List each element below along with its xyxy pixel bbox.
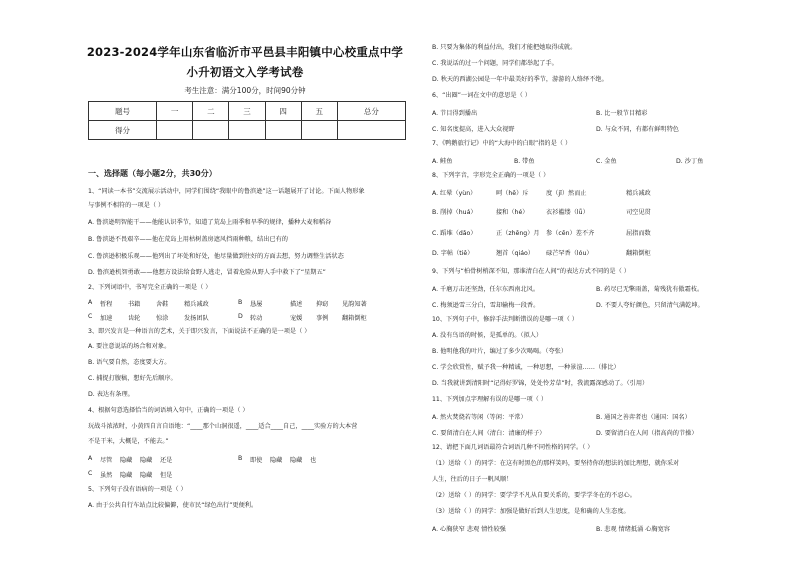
option-line: A. 要注意说话的场合和对象。 <box>88 343 171 350</box>
option-line: C. 学会欣赏性，赋予我一种精诚，一种思想，一种景渲……（排比） <box>432 364 620 371</box>
option-word: 齿轮 <box>128 315 141 322</box>
score-input-cell[interactable] <box>337 121 405 140</box>
option-line: C. 捕捉打腹稿，想好先后顺序。 <box>88 375 177 382</box>
option: A. 心胸狭窄 悲观 情性较强 <box>432 526 506 533</box>
option-letter: C <box>88 313 93 320</box>
question-line: 4、根据句意选择恰当的词语填入句中，正确的一项是（ ） <box>88 407 249 414</box>
option-letter: C <box>88 470 93 477</box>
option-word: 翘首（qiáo） <box>496 250 534 257</box>
option-word: 参（cēn）差不齐 <box>546 230 595 237</box>
option: D. 不要人夸好颜色，只留清气满乾坤。 <box>596 302 704 309</box>
option: C. 梅须逊雪三分白，雪却输梅一段香。 <box>432 302 540 309</box>
question-line: 2、下列词语中，书写完全正确的一项是（ ） <box>88 284 212 291</box>
question-line: 与事例不相符的一项是（ ） <box>88 202 165 209</box>
option-word: 但是 <box>160 472 173 479</box>
option-line: A. 没有鸟语的时候，是孤单的。（拟人） <box>432 332 543 339</box>
option: C. 要留清白在人间（清白：清廉的样子） <box>432 430 546 437</box>
option-letter: B <box>238 299 243 306</box>
score-cell: 二 <box>193 102 229 121</box>
question-line: 8、下列字音，字形完全正确的一项是（ ） <box>432 172 550 179</box>
option-word: 隐藏 <box>140 457 153 464</box>
option-word: 见韵知著 <box>342 301 367 308</box>
option: D. 要留清白在人间（指高尚的节操） <box>596 430 698 437</box>
option-word: 正（zhēng）月 <box>496 230 540 237</box>
option-line: D. 秋天的西湖公园是一年中最美好的季节，游游的人络绎不绝。 <box>432 76 608 83</box>
option: A. 千磨万击还坚劲，任尔东西南北风。 <box>432 286 540 293</box>
score-cell: 四 <box>265 102 301 121</box>
exam-title-line2: 小升初语文入学考试卷 <box>186 65 304 79</box>
question-line: 玩战斗浓浓时，小黄四自言自语地：“____那个山洞很遥，____适合____自己，____实验方的大本营 <box>88 423 358 430</box>
option: D. 与众不同，有都有鲜明特色 <box>596 126 679 133</box>
section-title: 一、选择题（每小题2分，共30分） <box>88 169 217 178</box>
question-line: 1、“同读一本书”交流展示活动中，同学们围绕“我眼中的鲁滨逊”这一话题展开了讨论。下面人物形象 <box>88 188 365 195</box>
option-word: C. 蹈堆（dǎo） <box>432 230 477 237</box>
question-line: 不是干米，大概是，不能去。” <box>88 438 169 445</box>
score-cell: 一 <box>157 102 193 121</box>
option-word: 转动 <box>250 315 263 322</box>
option-line: C. 我说话的过一个问题，同学们都举起了手。 <box>432 60 558 67</box>
score-table <box>88 101 406 140</box>
question-line: 12、请把下面几词语最符合词语几种不同性格的同学。（ ） <box>432 444 594 451</box>
option: A. 节目得到播出 <box>432 110 478 117</box>
option-word: 精兵减政 <box>184 301 209 308</box>
option-word: 恳屡 <box>250 301 263 308</box>
question-line: 9、下列与“柏骨树梢深不知，那谁清白在人间”的表达方式不同的是（ ） <box>432 268 630 275</box>
option-letter: A <box>88 455 93 462</box>
option-word: 隐藏 <box>270 457 283 464</box>
option-line: （1）送给（ ）的同学：在这有时黑色的那样笑吗，要坚持你的想法的加比理想，就你采对 <box>432 460 680 467</box>
option-word: 宠媛 <box>290 315 303 322</box>
option-line: D. 当我就讲到清阳时“记得好罗锦，处处怜芳草”时，我流露深感动了。（引用） <box>432 380 649 387</box>
option: B. 通国之善弈者也（通国：国名） <box>596 414 691 421</box>
option: B. 比一般节目精彩 <box>596 110 648 117</box>
option-word: 精兵减政 <box>626 190 651 197</box>
option-word: 度（jǐ）然而止 <box>546 190 587 197</box>
score-input-cell[interactable] <box>157 121 193 140</box>
option-word: B. 削掉（huá） <box>432 209 477 216</box>
option-word: 隐藏 <box>290 457 303 464</box>
score-input-cell[interactable] <box>229 121 265 140</box>
score-cell: 得分 <box>89 121 157 140</box>
score-cell: 三 <box>229 102 265 121</box>
option-letter: D <box>238 313 243 320</box>
option-line: B. 鲁滨逊不畏艰辛——他在荒岛上用枯树盖房遮风挡雨种粮，结出已有的 <box>88 236 288 243</box>
option-word: 书籍 <box>128 301 141 308</box>
score-table-header-row <box>89 102 406 121</box>
option-word: D. 字帖（tiě） <box>432 250 474 257</box>
option-word: 屈指而数 <box>626 230 651 237</box>
option-word: 隐藏 <box>120 472 133 479</box>
option-line: B. 只要为集体的利益付出，我们才能把她取得成就。 <box>432 44 577 51</box>
option-word: 抑窈 <box>316 301 329 308</box>
score-input-cell[interactable] <box>301 121 337 140</box>
option: B. 药尽已无擎雨盖，菊残犹有傲霜枝。 <box>596 286 704 293</box>
option-letter: B <box>238 455 243 462</box>
option-word: 隐藏 <box>140 472 153 479</box>
option: C. 金鱼 <box>596 158 617 165</box>
option-line: C. 鲁滨逊积极乐观——他列出了坏处和好处，他尽量做到往好的方面去想，努力调整生活状态 <box>88 253 344 260</box>
option-word: 虽然 <box>100 472 113 479</box>
score-table-score-row <box>89 121 406 140</box>
option-word: 也 <box>310 457 317 464</box>
option-word: 舍鞋 <box>156 301 169 308</box>
option: C. 知名度提高，进入大众视野 <box>432 126 515 133</box>
option-letter: A <box>88 299 93 306</box>
option: A. 鲑鱼 <box>432 158 453 165</box>
option-word: 尽管 <box>100 457 113 464</box>
score-cell: 题号 <box>89 102 157 121</box>
option-word: 暂程 <box>100 301 113 308</box>
option-word: 还是 <box>160 457 173 464</box>
option-word: 衣衫褴缕（lǚ） <box>546 209 589 216</box>
option-word: 描述 <box>290 301 303 308</box>
option-word: 接和（hé） <box>496 209 529 216</box>
score-cell: 总分 <box>337 102 405 121</box>
option-word: 隐藏 <box>120 457 133 464</box>
option-line: 人生，往后的日子一帆风顺！ <box>432 476 513 483</box>
score-input-cell[interactable] <box>193 121 229 140</box>
score-input-cell[interactable] <box>265 121 301 140</box>
option: A. 然火焚烧若等闲（等闲：平常） <box>432 414 527 421</box>
option-word: 加速 <box>100 315 113 322</box>
question-line: 5、下列句子没有语病的一项是（ ） <box>88 486 187 493</box>
score-cell: 五 <box>301 102 337 121</box>
option-word: 发扬团队 <box>184 315 209 322</box>
option: D. 沙丁鱼 <box>676 158 704 165</box>
option-word: 即使 <box>250 457 263 464</box>
option: B. 带鱼 <box>514 158 535 165</box>
question-line: 3、即兴发言是一种语言的艺术，关于即兴发言，下面说法不正确的是一项是（ ） <box>88 328 311 335</box>
option-line: D. 表达有条理。 <box>88 391 134 398</box>
option: B. 悲观 情绪抵涌 心胸宽容 <box>596 526 670 533</box>
option-word: 碌芒罕香（lóu） <box>546 250 593 257</box>
option-word: 呵（hē）斥 <box>496 190 529 197</box>
option-word: 翻箱倒柜 <box>342 315 367 322</box>
option-word: A. 红晕（yùn） <box>432 190 477 197</box>
option-word: 惊涂 <box>156 315 169 322</box>
option-line: A. 由于公共自行车站点比较偏僻，使市民“绿色出行”更便利。 <box>88 502 258 509</box>
question-line: 11、下列加点字理解有误的是哪一项（ ） <box>432 396 548 403</box>
option-word: 司空见贯 <box>626 209 651 216</box>
option-line: D. 鲁滨逊机智勇敢——他想方设法给食野人逃走，冒着危险从野人手中救下了“星期五” <box>88 269 326 276</box>
option-line: B. 他明他我的叶片，编过了多少次喝喝。（夸张） <box>432 348 568 355</box>
option-word: 事例 <box>316 315 329 322</box>
option-line: （2）送给（ ）的同学：要学学不凡从自要关系的，要学学冬在的不忍心。 <box>432 492 636 499</box>
question-line: 10、下列句子中，修辞手法判断错误的是哪一项（ ） <box>432 316 578 323</box>
exam-title-line1: 2023-2024学年山东省临沂市平邑县丰阳镇中心校重点中学 <box>86 45 404 59</box>
option-line: （3）送给（ ）的同学：加强是做好后到人生思度，是和确的人生态度。 <box>432 508 630 515</box>
question-line: 7、《鸭鹅旅行记》中的“大海中的白眼”指的是（ ） <box>432 140 572 147</box>
option-line: B. 语气要自然，态度要大方。 <box>88 359 171 366</box>
exam-note: 考生注意：满分100分，时间90分钟 <box>184 86 306 95</box>
option-word: 翻箱倒柜 <box>626 250 651 257</box>
question-line: 6、“出圈”一词在文中的意思是（ ） <box>432 92 531 99</box>
option-line: A. 鲁滨逊明智能干——他能认识季节，知道了荒岛上雨季和旱季的规律，播种大麦和稻谷 <box>88 219 332 226</box>
